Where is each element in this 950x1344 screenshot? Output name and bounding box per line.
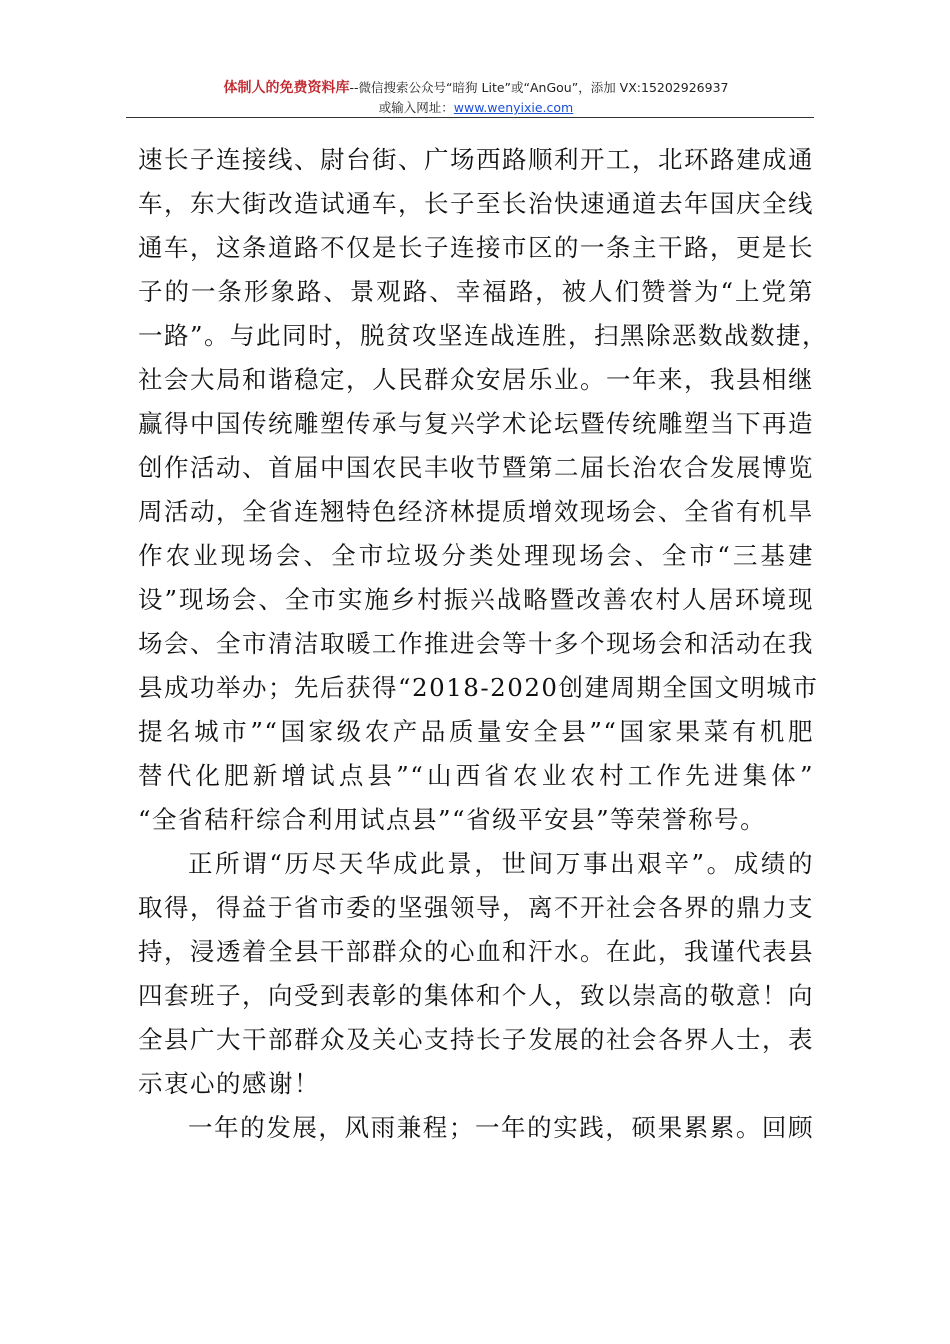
text-line: 提名城市”“国家级农产品质量安全县”“国家果菜有机肥 [138,717,814,746]
text-line: 速长子连接线、尉台街、广场西路顺利开工，北环路建成通 [138,145,814,174]
text-line: 示衷心的感谢！ [138,1069,320,1098]
text-line: 子的一条形象路、景观路、幸福路，被人们赞誉为“上党第 [138,277,814,306]
text-line: 创作活动、首届中国农民丰收节暨第二届长治农合发展博览 [138,453,814,482]
text-line: 车，东大街改造试通车，长子至长治快速通道去年国庆全线 [138,189,814,218]
header-website-link[interactable]: www.wenyixie.com [453,100,574,115]
text-line: 通车，这条道路不仅是长子连接市区的一条主干路，更是长 [138,233,814,262]
page-header [138,78,814,118]
text-line: 赢得中国传统雕塑传承与复兴学术论坛暨传统雕塑当下再造 [138,409,814,438]
text-line: 取得，得益于省市委的坚强领导，离不开社会各界的鼎力支 [138,893,814,922]
text-line: 正所谓“历尽天华成此景，世间万事出艰辛”。成绩的 [188,849,814,878]
header-url-prefix: 或输入网址： [378,100,454,115]
document-body [138,138,829,1150]
text-line: 全县广大干部群众及关心支持长子发展的社会各界人士，表 [138,1025,814,1054]
text-line: 四套班子，向受到表彰的集体和个人，致以崇高的敬意！向 [138,981,814,1010]
text-line: 周活动，全省连翘特色经济林提质增效现场会、全省有机旱 [138,497,814,526]
text-line: 一路”。与此同时，脱贫攻坚连战连胜，扫黑除恶数战数捷， [138,321,829,350]
text-line: 一年的发展，风雨兼程；一年的实践，硕果累累。回顾 [188,1113,814,1142]
header-divider [126,117,814,118]
text-line: 县成功举办；先后获得“2018-2020创建周期全国文明城市 [138,673,819,702]
text-line: “全省秸秆综合利用试点县”“省级平安县”等荣誉称号。 [138,805,767,834]
text-line: 社会大局和谐稳定，人民群众安居乐业。一年来，我县相继 [138,365,814,394]
text-line: 设”现场会、全市实施乡村振兴战略暨改善农村人居环境现 [138,585,814,614]
header-brand: 体制人的免费资料库 [223,80,350,96]
header-line-1: --微信搜索公众号“暗狗 Lite”或“AnGou”，添加 VX:15202926937 [349,80,729,95]
header-line-2 [138,98,814,118]
text-line: 替代化肥新增试点县”“山西省农业农村工作先进集体” [138,761,814,790]
text-line: 作农业现场会、全市垃圾分类处理现场会、全市“三基建 [138,541,814,570]
text-line: 持，浸透着全县干部群众的心血和汗水。在此，我谨代表县 [138,937,814,966]
text-line: 场会、全市清洁取暖工作推进会等十多个现场会和活动在我 [138,629,814,658]
